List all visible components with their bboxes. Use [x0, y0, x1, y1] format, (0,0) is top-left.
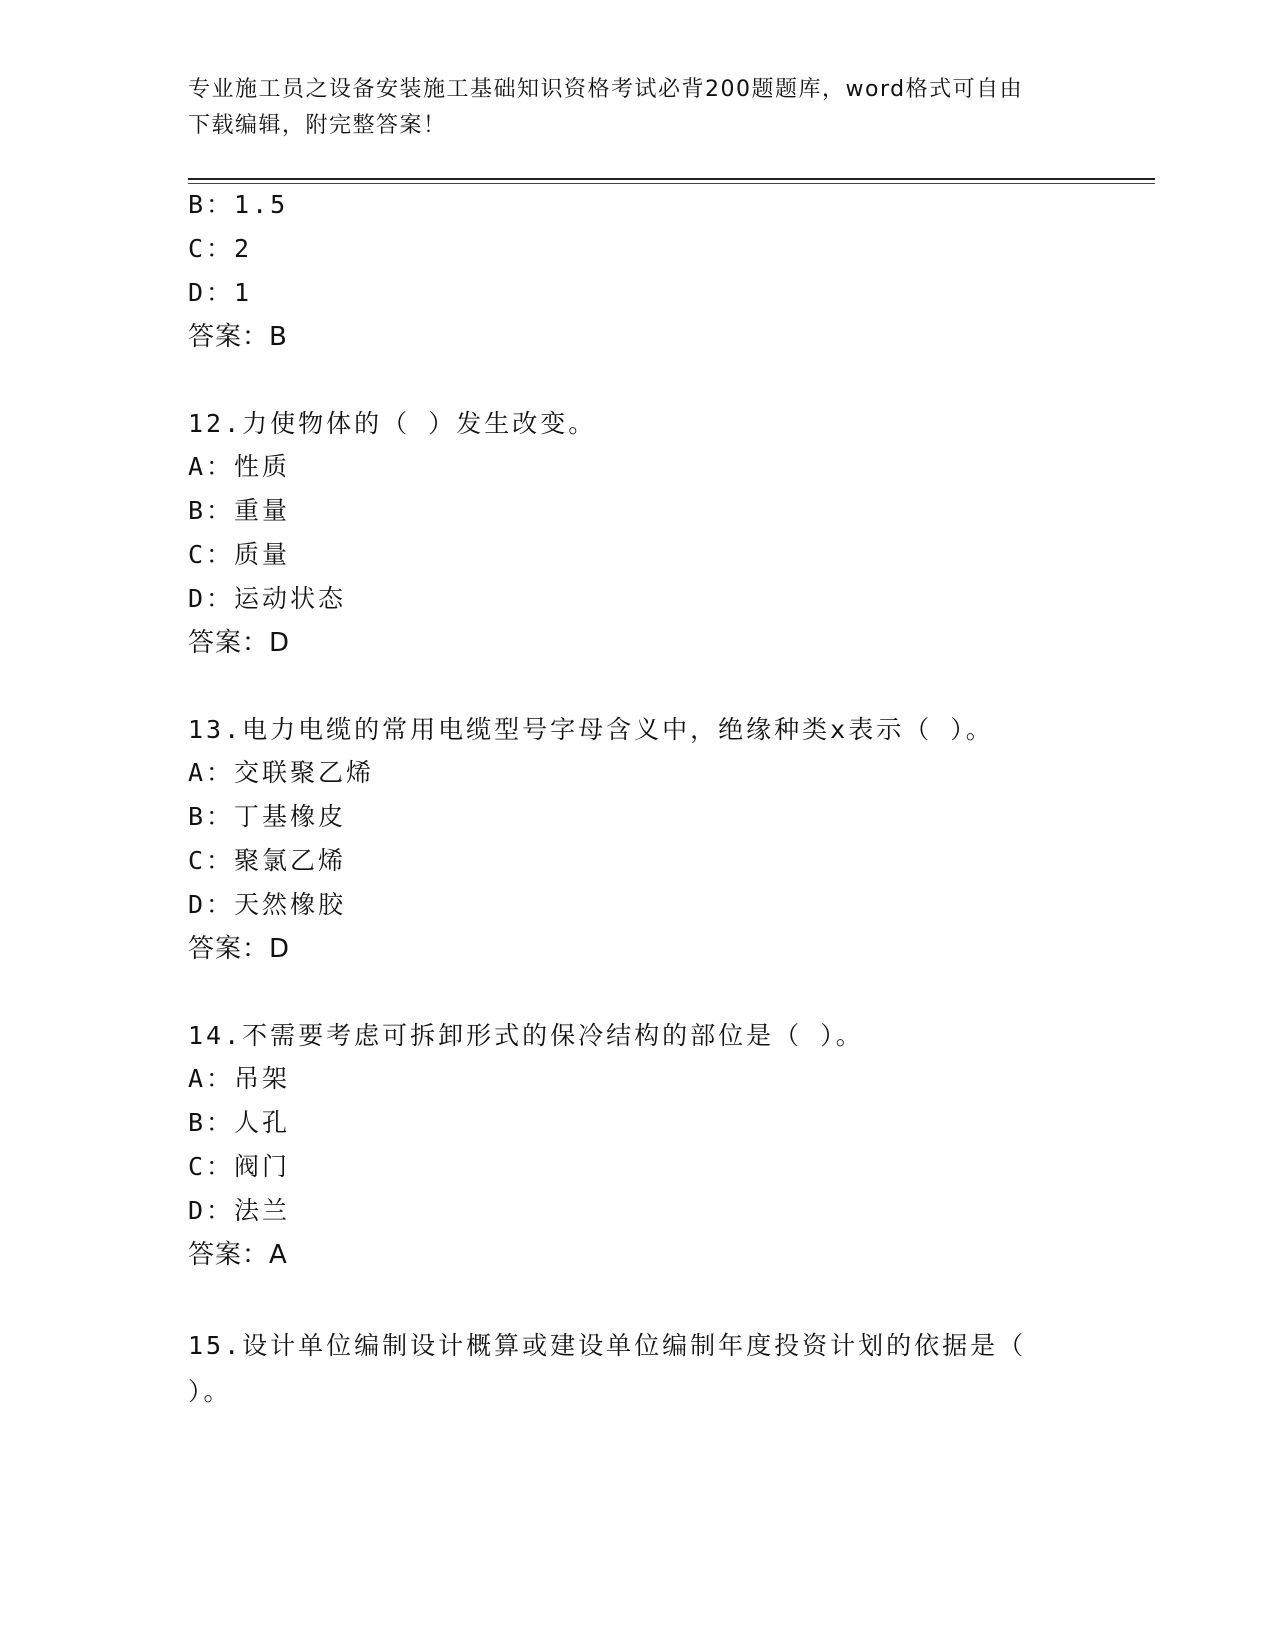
answer-line: 答案：B	[188, 322, 288, 352]
question-text-line-2: ）。	[188, 1377, 232, 1406]
option-b: B：重量	[188, 496, 291, 525]
answer-line: 答案：D	[188, 934, 291, 964]
option-c: C：质量	[188, 540, 291, 569]
option-b: B：人孔	[188, 1108, 291, 1137]
option-c: C：阀门	[188, 1152, 291, 1181]
option-a: A：吊架	[188, 1064, 291, 1093]
header-title-line-1: 专业施工员之设备安装施工基础知识资格考试必背200题题库，word格式可自由	[188, 77, 1024, 102]
question-text: 12.力使物体的（ ）发生改变。	[188, 409, 597, 438]
question-block-15	[188, 1323, 1155, 1415]
option-b: B：1.5	[188, 190, 289, 219]
header-title-line-2: 下载编辑，附完整答案！	[188, 113, 447, 138]
question-block-12	[188, 401, 1155, 666]
question-list	[188, 188, 1155, 1415]
option-d: D：1	[188, 278, 253, 307]
option-c: C：2	[188, 234, 253, 263]
option-d: D：法兰	[188, 1196, 291, 1225]
question-block-11-tail	[188, 182, 1155, 360]
question-block-14	[188, 1013, 1155, 1278]
answer-line: 答案：D	[188, 628, 291, 658]
question-text-line-1: 15.设计单位编制设计概算或建设单位编制年度投资计划的依据是（	[188, 1331, 1027, 1360]
option-a: A：性质	[188, 452, 291, 481]
document-header	[188, 72, 1088, 144]
answer-line: 答案：A	[188, 1240, 288, 1270]
option-d: D：天然橡胶	[188, 890, 347, 919]
option-c: C：聚氯乙烯	[188, 846, 347, 875]
header-divider-thick	[188, 178, 1155, 180]
question-text: 14.不需要考虑可拆卸形式的保冷结构的部位是（ ）。	[188, 1021, 864, 1050]
option-d: D：运动状态	[188, 584, 347, 613]
option-a: A：交联聚乙烯	[188, 758, 375, 787]
question-block-13	[188, 707, 1155, 972]
option-b: B：丁基橡皮	[188, 802, 347, 831]
question-text: 13.电力电缆的常用电缆型号字母含义中，绝缘种类x表示（ ）。	[188, 715, 994, 744]
